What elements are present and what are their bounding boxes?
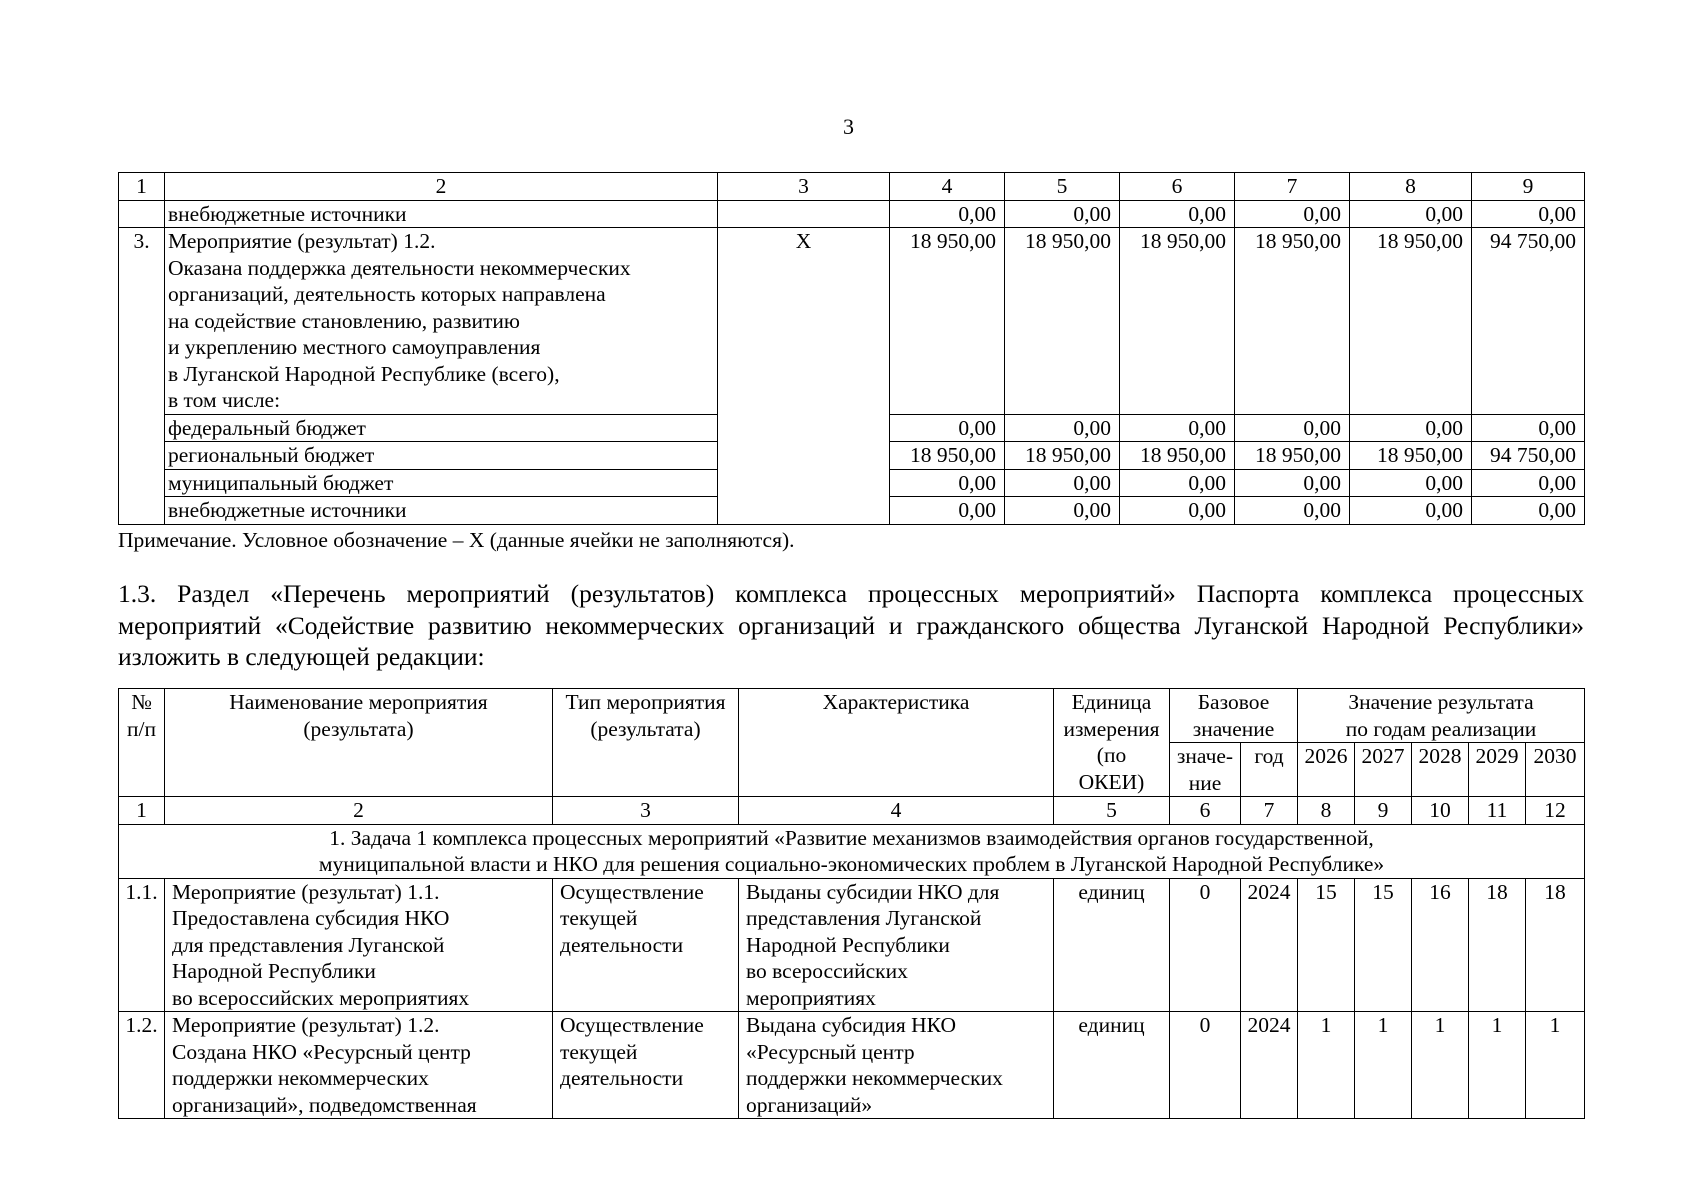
task-row [119,824,1585,878]
value-cell: 0,00 [1472,469,1585,497]
value-cell: 18 950,00 [1120,442,1235,470]
column-number-row [119,797,1585,825]
col-num-7: 7 [1241,797,1298,825]
header-base-value: значе- ние [1170,743,1241,797]
header-year: 2026 [1298,743,1355,797]
row-number: 1.2. [119,1012,165,1119]
year-value: 1 [1355,1012,1412,1119]
base-value: 0 [1170,1012,1241,1119]
events-table [118,688,1585,1119]
year-value: 18 [1469,878,1526,1012]
value-cell: 0,00 [890,469,1005,497]
col-num-5: 5 [1054,797,1170,825]
header-num: № п/п [119,689,165,797]
col-num-1: 1 [119,797,165,825]
col-num-8: 8 [1350,173,1472,201]
value-cell: 0,00 [1350,414,1472,442]
value-cell: 0,00 [1005,497,1120,525]
value-cell: 0,00 [890,414,1005,442]
event-title: Мероприятие (результат) 1.2. Оказана поддержка деятельности некоммерческих организаций, деятельность которых направлена на содействие становлению, развитию и укреплению местного самоуправления в Луганской Народной Республике (всего), в том числе: [165,228,718,415]
value-cell: 0,00 [1120,469,1235,497]
value-cell: 0,00 [1120,200,1235,228]
value-cell: 0,00 [1472,414,1585,442]
row-number: 1.1. [119,878,165,1012]
header-base-year: год [1241,743,1298,797]
row-label: внебюджетные источники [165,200,718,228]
table-row [119,878,1585,1012]
value-cell: 18 950,00 [890,442,1005,470]
event-name: Мероприятие (результат) 1.1. Предоставлена субсидия НКО для представления Луганской Народной Республики во всероссийских мероприятиях [165,878,553,1012]
col-num-2: 2 [165,797,553,825]
col-num-11: 11 [1469,797,1526,825]
table-note: Примечание. Условное обозначение – X (данные ячейки не заполняются). [118,528,795,552]
value-cell: 0,00 [1350,497,1472,525]
row-label: муниципальный бюджет [165,469,718,497]
value-cell: 18 950,00 [1235,228,1350,415]
value-cell: 18 950,00 [1120,228,1235,415]
not-filled-mark: X [718,228,890,525]
row-label: внебюджетные источники [165,497,718,525]
col-num-2: 2 [165,173,718,201]
row-number: 3. [119,228,165,525]
section-paragraph: 1.3. Раздел «Перечень мероприятий (результатов) комплекса процессных мероприятий» Паспорта комплекса процессных мероприятий «Содействие развитию некоммерческих организаций и гражданского общества Луганской Народной Республики» изложить в следующей редакции: [118,579,1584,671]
col-num-9: 9 [1472,173,1585,201]
base-value: 0 [1170,878,1241,1012]
value-cell: 94 750,00 [1472,228,1585,415]
year-value: 16 [1412,878,1469,1012]
base-year: 2024 [1241,878,1298,1012]
event-characteristic: Выданы субсидии НКО для представления Луганской Народной Республики во всероссийских мероприятиях [739,878,1054,1012]
col-num-6: 6 [1170,797,1241,825]
column-number-row [119,173,1585,201]
table-row [119,200,1585,228]
year-value: 15 [1298,878,1355,1012]
value-cell: 0,00 [890,497,1005,525]
cell-empty [119,200,165,228]
page-number: 3 [843,114,854,139]
year-value: 1 [1526,1012,1585,1119]
event-name: Мероприятие (результат) 1.2. Создана НКО «Ресурсный центр поддержки некоммерческих организаций», подведомственная [165,1012,553,1119]
value-cell: 0,00 [1120,497,1235,525]
col-num-10: 10 [1412,797,1469,825]
value-cell: 0,00 [890,200,1005,228]
value-cell: 0,00 [1120,414,1235,442]
value-cell: 0,00 [1350,200,1472,228]
year-value: 1 [1469,1012,1526,1119]
col-num-4: 4 [890,173,1005,201]
col-num-8: 8 [1298,797,1355,825]
value-cell: 0,00 [1472,200,1585,228]
col-num-6: 6 [1120,173,1235,201]
value-cell: 0,00 [1005,469,1120,497]
event-characteristic: Выдана субсидия НКО «Ресурсный центр поддержки некоммерческих организаций» [739,1012,1054,1119]
col-num-9: 9 [1355,797,1412,825]
col-num-3: 3 [718,173,890,201]
value-cell: 18 950,00 [1005,442,1120,470]
year-value: 1 [1298,1012,1355,1119]
value-cell: 18 950,00 [1005,228,1120,415]
col-num-12: 12 [1526,797,1585,825]
table-row [119,228,1585,415]
value-cell: 0,00 [1005,200,1120,228]
value-cell: 18 950,00 [1350,228,1472,415]
event-type: Осуществление текущей деятельности [553,878,739,1012]
row-label: федеральный бюджет [165,414,718,442]
value-cell: 18 950,00 [1235,442,1350,470]
header-year: 2030 [1526,743,1585,797]
value-cell: 18 950,00 [1350,442,1472,470]
value-cell: 94 750,00 [1472,442,1585,470]
value-cell: 0,00 [1005,414,1120,442]
event-unit: единиц [1054,878,1170,1012]
col-num-5: 5 [1005,173,1120,201]
col-num-1: 1 [119,173,165,201]
value-cell: 18 950,00 [890,228,1005,415]
header-year: 2027 [1355,743,1412,797]
col-num-3: 3 [553,797,739,825]
header-year: 2028 [1412,743,1469,797]
col-num-4: 4 [739,797,1054,825]
year-value: 1 [1412,1012,1469,1119]
value-cell: 0,00 [1472,497,1585,525]
header-characteristic: Характеристика [739,689,1054,797]
year-value: 15 [1355,878,1412,1012]
table-row [119,1012,1585,1119]
value-cell: 0,00 [1235,414,1350,442]
header-year: 2029 [1469,743,1526,797]
header-name: Наименование мероприятия (результата) [165,689,553,797]
event-unit: единиц [1054,1012,1170,1119]
header-result: Значение результата по годам реализации [1298,689,1585,743]
value-cell: 0,00 [1350,469,1472,497]
row-label: региональный бюджет [165,442,718,470]
header-type: Тип мероприятия (результата) [553,689,739,797]
col-num-7: 7 [1235,173,1350,201]
base-year: 2024 [1241,1012,1298,1119]
header-base: Базовое значение [1170,689,1298,743]
header-unit: Единица измерения (по ОКЕИ) [1054,689,1170,797]
event-type: Осуществление текущей деятельности [553,1012,739,1119]
financing-table [118,172,1585,525]
year-value: 18 [1526,878,1585,1012]
value-cell: 0,00 [1235,200,1350,228]
header-row [119,689,1585,743]
task-title: 1. Задача 1 комплекса процессных мероприятий «Развитие механизмов взаимодействия органов государственной, муниципальной власти и НКО для решения социально-экономических проблем в Луганской Народной Республике» [119,824,1585,878]
cell-empty [718,200,890,228]
value-cell: 0,00 [1235,497,1350,525]
value-cell: 0,00 [1235,469,1350,497]
